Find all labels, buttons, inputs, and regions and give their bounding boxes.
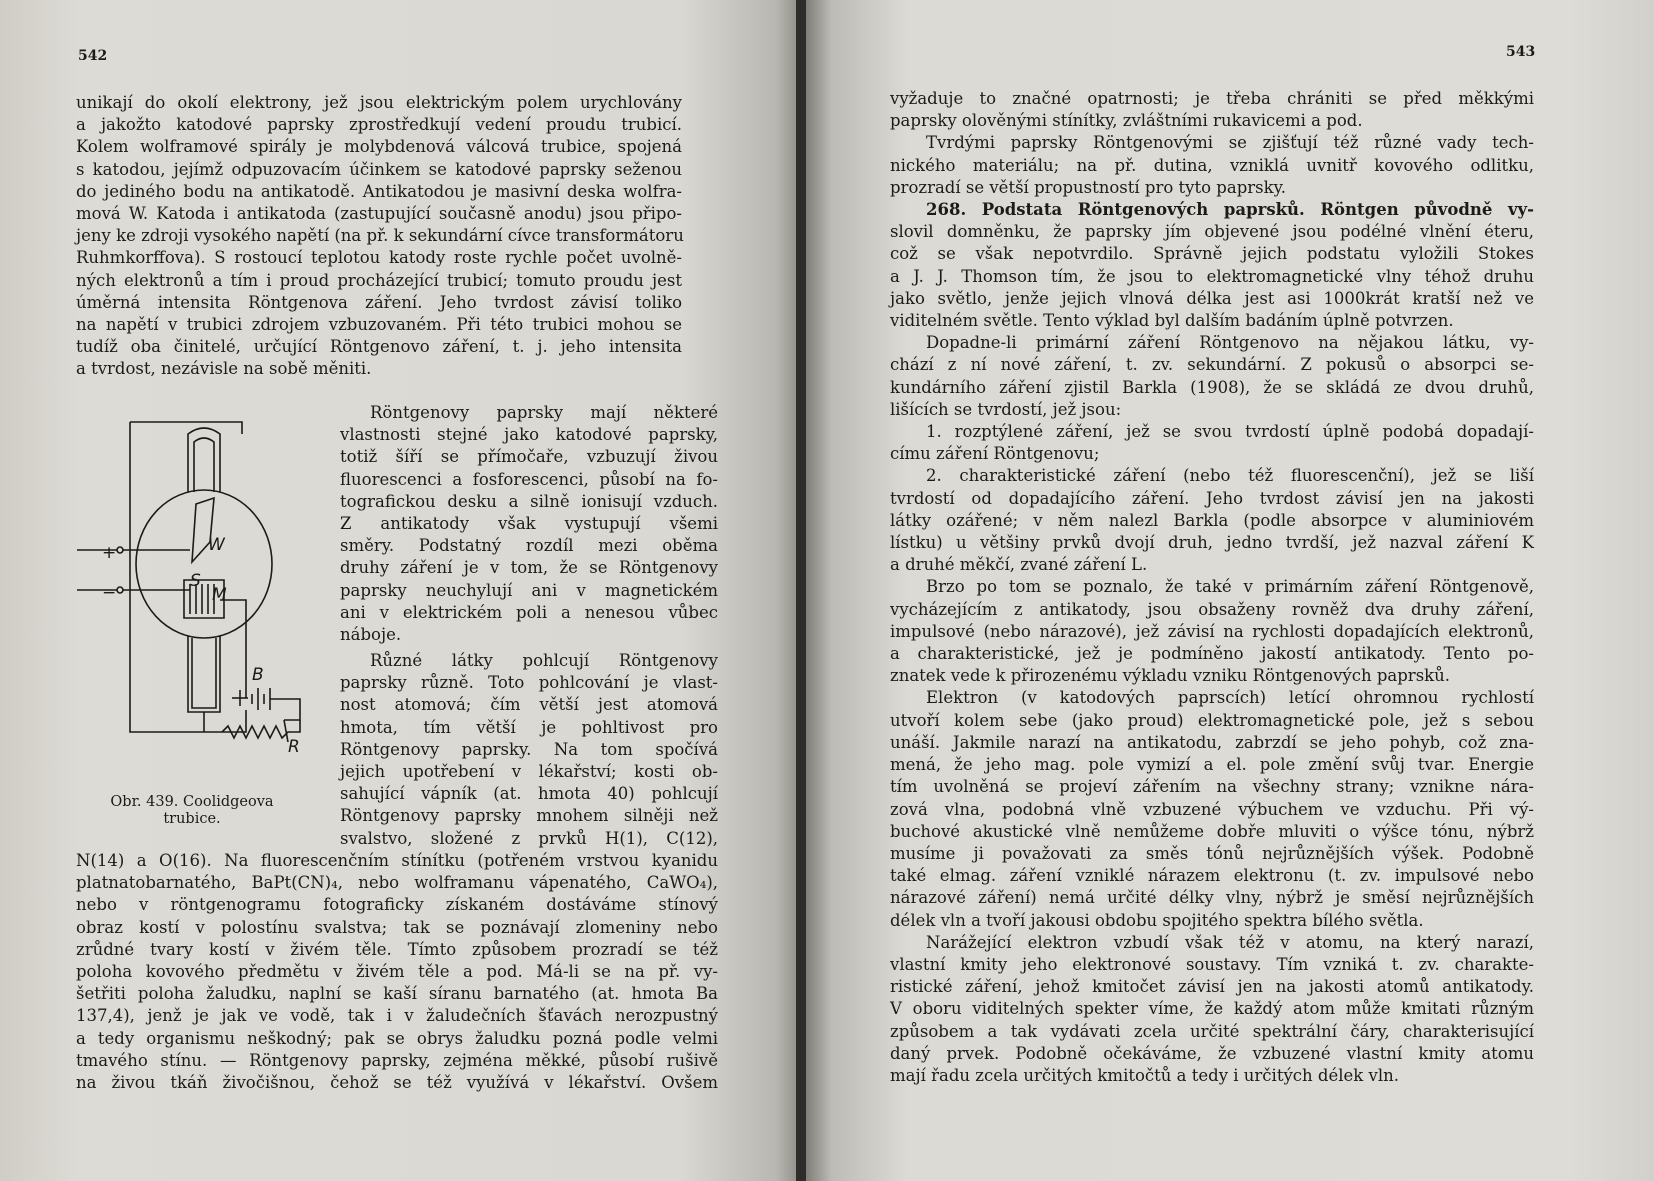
text-line: vlastnosti stejné jako katodové paprsky, bbox=[340, 425, 718, 445]
text-line: do jediného bodu na antikatodě. Antikatodou je masivní deska wolfra- bbox=[76, 181, 682, 201]
text-line: s katodou, jejímž odpuzovacím účinkem se katodové paprsky seženou bbox=[76, 159, 682, 179]
text-line: na napětí v trubici zdrojem vzbuzovaném. Při této trubici mohou se bbox=[76, 315, 682, 335]
text-line: druhy záření je v tom, že se Röntgenovy bbox=[340, 558, 718, 578]
text-line: a druhé měkčí, zvané záření L. bbox=[890, 555, 1148, 575]
figure-caption bbox=[92, 794, 292, 828]
text-line: unikají do okolí elektrony, jež jsou elektrickým polem urychlovány bbox=[76, 93, 682, 112]
text-line: 2. charakteristické záření (nebo též fluorescenční), jež se liší bbox=[926, 466, 1534, 486]
text-line: paprsky neuchylují ani v magnetickém bbox=[340, 580, 718, 600]
text-line: Ruhmkorffova). S rostoucí teplotou katody roste rychle počet uvolně- bbox=[76, 248, 682, 268]
text-line: Röntgenovy paprsky mnohem silněji než bbox=[340, 806, 718, 826]
text-line: poloha kovového předmětu v živém těle a pod. Má-li se na př. vy- bbox=[76, 962, 718, 982]
text-line: paprsky olověnými stínítky, zvláštními rukavicemi a pod. bbox=[890, 111, 1363, 131]
text-line: címu záření Röntgenovu; bbox=[890, 444, 1100, 464]
text-line: slovil domněnku, že paprsky jím objevené jsou podélné vlnění éteru, bbox=[890, 222, 1534, 242]
text-line: utvoří kolem sebe (jako proud) elektromagnetické pole, jež s sebou bbox=[890, 710, 1534, 730]
text-line: Z antikatody však vystupují všemi bbox=[340, 514, 718, 534]
paragraph-top-left bbox=[76, 92, 682, 381]
text-line: což se však nepotvrdilo. Správně jejich podstatu vyložili Stokes bbox=[890, 244, 1534, 264]
text-line: a J. J. Thomson tím, že jsou to elektromagnetické vlny téhož druhu bbox=[890, 266, 1534, 286]
section-heading-268: 268. Podstata Röntgenových paprsků. Röntgen původně vy- bbox=[926, 200, 1534, 220]
text-line: V oboru viditelných spekter víme, že každý atom může kmitati různým bbox=[890, 999, 1534, 1019]
text-line: obraz kostí v polostínu svalstva; tak se poznávají zlomeniny nebo bbox=[76, 917, 718, 937]
label-m: M bbox=[212, 585, 227, 605]
text-line: tvrdostí od dopadajícího záření. Jeho tvrdost závisí jen na jakosti bbox=[890, 488, 1534, 508]
text-line: prozradí se větší propustností pro tyto paprsky. bbox=[890, 177, 1286, 197]
text-line: úměrná intensita Röntgenova záření. Jeho tvrdost závisí toliko bbox=[76, 292, 682, 312]
text-line: zrůdné tvary kostí v živém těle. Tímto způsobem prozradí se též bbox=[76, 939, 718, 959]
text-line: znatek vede k přirozenému výkladu vzniku Röntgenových paprsků. bbox=[890, 666, 1451, 686]
text-line: na živou tkáň živočišnou, čehož se též využívá v lékařství. Ovšem bbox=[76, 1073, 718, 1093]
text-line: a tedy organismu neškodný; pak se obrys žaludku pozná podle velmi bbox=[76, 1028, 718, 1048]
page-number-right: 543 bbox=[1506, 44, 1536, 60]
text-line: Dopadne-li primární záření Röntgenovo na nějakou látku, vy- bbox=[926, 333, 1534, 353]
page-number-left: 542 bbox=[78, 48, 108, 64]
text-line: nost atomová; čím větší jest atomová bbox=[340, 695, 718, 715]
label-r: R bbox=[288, 737, 300, 757]
text-line: tografickou desku a silně ionisují vzduch. bbox=[340, 491, 718, 511]
text-line: paprsky různě. Toto pohlcování je vlast- bbox=[340, 673, 718, 693]
text-line: ani v elektrickém poli a nenesou vůbec bbox=[340, 602, 718, 622]
text-line: buchové akustické vlně nemůžeme dobře mluviti o výšce tónu, nýbrž bbox=[890, 821, 1534, 841]
text-line: vycházejícím z antikatody, jsou obsaženy rovněž dva druhy záření, bbox=[890, 599, 1534, 619]
text-line: látky ozářené; v něm nalezl Barkla (podle absorpce v aluminiovém bbox=[890, 510, 1534, 530]
text-line: délek vln a tvoří jakousi obdobu spojitého spektra bílého světla. bbox=[890, 910, 1424, 930]
text-line: náboje. bbox=[340, 625, 402, 645]
text-line: mají řadu zcela určitých kmitočtů a tedy i určitých délek vln. bbox=[890, 1065, 1399, 1085]
text-line: mová W. Katoda i antikatoda (zastupující současně anodu) jsou připo- bbox=[76, 204, 682, 224]
text-line: chází z ní nové záření, t. zv. sekundární. Z pokusů o absorpci se- bbox=[890, 355, 1534, 375]
text-line: tím uvolněná se projeví zářením na všechny strany; vznikne nára- bbox=[890, 777, 1534, 797]
text-line: a tvrdost, nezávisle na sobě měniti. bbox=[76, 359, 372, 379]
text-line: Brzo po tom se poznalo, že také v primárním záření Röntgenově, bbox=[926, 577, 1534, 597]
text-line: Různé látky pohlcují Röntgenovy bbox=[370, 651, 718, 670]
coolidge-tube-diagram bbox=[72, 414, 322, 794]
text-line: ristické záření, jehož kmitočet závisí jen na jakosti atomů antikatody. bbox=[890, 977, 1534, 997]
caption-line: trubice. bbox=[163, 811, 221, 827]
text-line: tmavého stínu. — Röntgenovy paprsky, zejména měkké, působí rušivě bbox=[76, 1050, 718, 1070]
text-line: jejich upotřebení v lékařství; kosti ob- bbox=[340, 762, 718, 782]
label-minus: − bbox=[102, 583, 117, 603]
text-line: a charakteristické, jež je podmíněno jakostí antikatody. Tento po- bbox=[890, 644, 1534, 664]
paragraph-side-1 bbox=[340, 402, 718, 646]
text-line: sahující vápník (at. hmota 40) pohlcují bbox=[340, 784, 718, 804]
text-line: Röntgenovy paprsky mají některé bbox=[370, 403, 718, 422]
text-line: 1. rozptýlené záření, jež se svou tvrdostí úplně podobá dopadají- bbox=[926, 422, 1534, 442]
left-page bbox=[0, 0, 800, 1181]
text-line: nebo v röntgenogramu fotograficky získaném dostáváme stínový bbox=[76, 895, 718, 915]
text-line: lišících se tvrdostí, jež jsou: bbox=[890, 399, 1122, 419]
text-line: platnatobarnatého, BaPt(CN)₄, nebo wolframanu vápenatého, CaWO₄), bbox=[76, 873, 718, 893]
text-line: Kolem wolframové spirály je molybdenová válcová trubice, spojená bbox=[76, 137, 682, 157]
text-line: svalstvo, složené z prvků H(1), C(12), bbox=[340, 828, 718, 848]
text-line: Röntgenovy paprsky. Na tom spočívá bbox=[340, 739, 718, 759]
text-line: mená, že jeho mag. pole vymizí a el. pole změní svůj tvar. Energie bbox=[890, 755, 1534, 775]
text-line: jeny ke zdroji vysokého napětí (na př. k sekundární cívce transformátoru bbox=[76, 226, 684, 246]
text-line: vyžaduje to značné opatrnosti; je třeba chrániti se před měkkými bbox=[890, 89, 1534, 108]
text-line: N(14) a O(16). Na fluorescenčním stínítku (potřeném vrstvou kyanidu bbox=[76, 851, 718, 870]
text-line: a jakožto katodové paprsky zprostředkují vedení proudu trubicí. bbox=[76, 115, 682, 135]
text-line: daný prvek. Podobně očekáváme, že vzbuzené vlastní kmity atomu bbox=[890, 1043, 1534, 1063]
coolidge-tube-figure bbox=[72, 414, 322, 794]
label-w: W bbox=[208, 535, 225, 555]
text-line: lístku) u většiny prvků dvojí druh, jedno tvrdší, jež nazval záření K bbox=[890, 533, 1534, 553]
right-page bbox=[806, 0, 1654, 1181]
right-page-text bbox=[890, 88, 1534, 1087]
text-line: tudíž oba činitelé, určující Röntgenovo záření, t. j. jeho intensita bbox=[76, 337, 682, 357]
label-plus: + bbox=[102, 543, 117, 563]
paragraph-bottom-left bbox=[76, 850, 718, 1094]
text-line: nického materiálu; na př. dutina, vzniklá uvnitř kovového odlitku, bbox=[890, 155, 1534, 175]
label-b: B bbox=[252, 665, 264, 685]
text-line: viditelném světle. Tento výklad byl dalším badáním úplně potvrzen. bbox=[890, 311, 1454, 331]
text-line: šetřiti poloha žaludku, naplní se kaší síranu barnatého (at. hmota Ba bbox=[76, 984, 718, 1004]
paragraph-side-2 bbox=[340, 650, 718, 850]
text-line: také elmag. záření vzniklé nárazem elektronu (t. zv. impulsové nebo bbox=[890, 866, 1534, 886]
text-line: vlastní kmity jeho elektronové soustavy. Tím vzniká t. zv. charakte- bbox=[890, 954, 1534, 974]
text-line: kundárního záření zjistil Barkla (1908), že se skládá ze dvou druhů, bbox=[890, 377, 1534, 397]
text-line: musíme ji považovati za směs tónů nejrůznějších výšek. Podobně bbox=[890, 843, 1534, 863]
text-line: nárazové záření) nemá určité délky vlny, nýbrž je směsí nejrůznějších bbox=[890, 888, 1534, 908]
text-line: způsobem a tak vydávati zcela určité spektrální čáry, charakterisující bbox=[890, 1021, 1534, 1041]
text-line: unáší. Jakmile narazí na antikatodu, zabrzdí se jeho pohyb, což zna- bbox=[890, 732, 1534, 752]
text-line: Tvrdými paprsky Röntgenovými se zjišťují též různé vady tech- bbox=[926, 133, 1534, 153]
text-line: ných elektronů a tím i proud procházející trubicí; tomuto proudu jest bbox=[76, 270, 682, 290]
text-line: Elektron (v katodových paprscích) letící ohromnou rychlostí bbox=[926, 688, 1534, 708]
text-line: 137,4), jenž je jak ve vodě, tak i v žaludečních šťavách nerozpustný bbox=[76, 1006, 718, 1026]
text-line: zová vlna, podobná vlně vzbuzené výbuchem ve vzduchu. Při vý- bbox=[890, 799, 1534, 819]
text-line: totiž šíří se přímočaře, vzbuzují živou bbox=[340, 447, 718, 467]
text-line: impulsové (nebo nárazové), jež závisí na rychlosti dopadajících elektronů, bbox=[890, 621, 1534, 641]
text-line: hmota, tím větší je pohltivost pro bbox=[340, 717, 718, 737]
label-s: S bbox=[190, 571, 201, 591]
text-line: fluorescenci a fosforescenci, působí na fo- bbox=[340, 469, 718, 489]
text-line: jako světlo, jenže jejich vlnová délka jest asi 1000krát kratší než ve bbox=[890, 288, 1534, 308]
text-line: směry. Podstatný rozdíl mezi oběma bbox=[340, 536, 718, 556]
text-line: Narážející elektron vzbudí však též v atomu, na který narazí, bbox=[926, 932, 1534, 952]
caption-line: Obr. 439. Coolidgeova bbox=[110, 794, 274, 810]
